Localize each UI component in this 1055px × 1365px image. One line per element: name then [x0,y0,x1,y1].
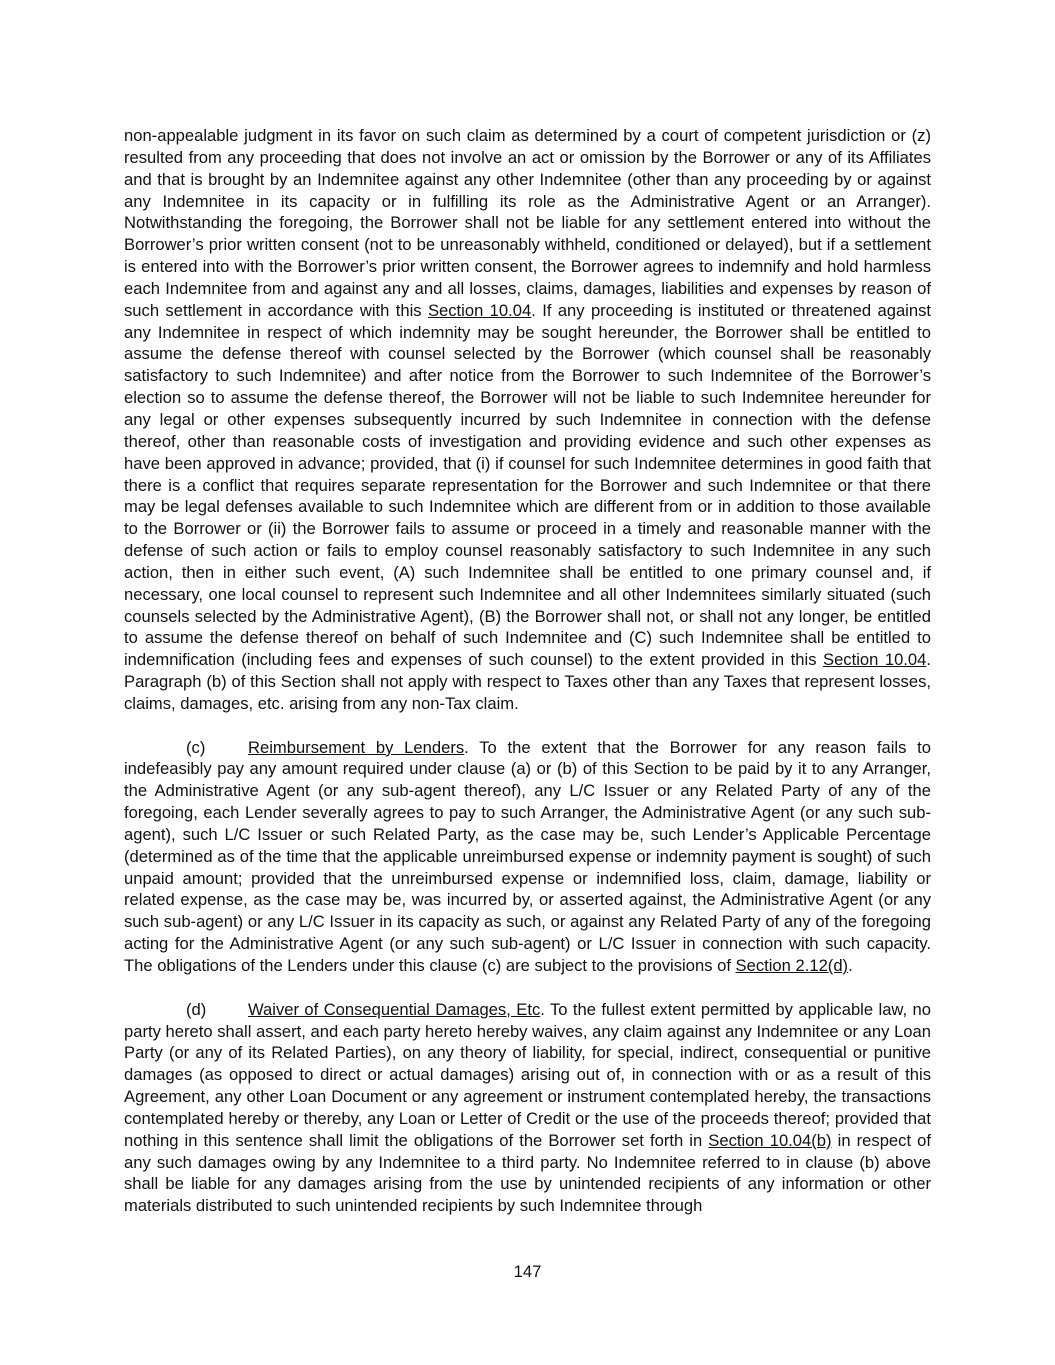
section-reference: Section 10.04 [427,300,532,320]
paragraph-text: . [848,956,853,976]
section-reference: Section 10.04(b) [708,1130,832,1150]
paragraph-text: in respect of any such damages owing by any Indemnitee to a third party. No Indemnitee referred to in clause (b) above shall be liable for any damages arising from the use by unintended recipients of any information or other materials distributed to such unintended recipients by such Indemnitee through [124,1130,931,1216]
paragraph-text: . Paragraph (b) of this Section shall not apply with respect to Taxes other than any Taxes that represent losses, claims, damages, etc. arising from any non-Tax claim. [124,650,932,713]
clause-heading: Reimbursement by Lenders [248,737,465,757]
paragraph-b-continuation [124,125,931,715]
clause-marker: (c) [186,737,206,757]
paragraph-c [124,737,931,977]
clause-marker: (d) [186,999,207,1019]
paragraph-text: non-appealable judgment in its favor on such claim as determined by a court of competent jurisdiction or (z) resulted from any proceeding that does not involve an act or omission by the Borrower or any of its Affiliates and that is brought by an Indemnitee against any other Indemnitee (other than any proceeding by or against any Indemnitee in its capacity or in fulfilling its role as the Administrative Agent or an Arranger). Notwithstanding the foregoing, the Borrower shall not be liable for any settlement entered into without the Borrower’s prior written consent (not to be unreasonably withheld, conditioned or delayed), but if a settlement is entered into with the Borrower’s prior written consent, the Borrower agrees to indemnify and hold harmless each Indemnitee from and against any and all losses, claims, damages, liabilities and expenses by reason of such settlement in accordance with this [124,126,931,320]
clause-heading: Waiver of Consequential Damages, Etc [248,999,541,1019]
section-reference: Section 10.04 [823,650,927,670]
paragraph-text: . If any proceeding is instituted or threatened against any Indemnitee in respect of which indemnity may be sought hereunder, the Borrower shall be entitled to assume the defense thereof with counsel selected by the Borrower (which counsel shall be reasonably satisfactory to such Indemnitee) and after notice from the Borrower to such Indemnitee of the Borrower’s election so to assume the defense thereof, the Borrower will not be liable to such Indemnitee hereunder for any legal or other expenses subsequently incurred by such Indemnitee in connection with the defense thereof, other than reasonable costs of investigation and providing evidence and such other expenses as have been approved in advance; provided, that (i) if counsel for such Indemnitee determines in good faith that there is a conflict that requires separate representation for the Borrower and such Indemnitee or that there may be legal defenses available to such Indemnitee which are different from or in addition to those available to the Borrower or (ii) the Borrower fails to assume or proceed in a timely and reasonable manner with the defense of such action or fails to employ counsel reasonably satisfactory to such Indemnitee in any such action, then in either such event, (A) such Indemnitee shall be entitled to one primary counsel and, if necessary, one local counsel to represent such Indemnitee and all other Indemnitees similarly situated (such counsels selected by the Administrative Agent), (B) the Borrower shall not, or shall not any longer, be entitled to assume the defense thereof on behalf of such Indemnitee and (C) such Indemnitee shall be entitled to indemnification (including fees and expenses of such counsel) to the extent provided in this [124,300,931,670]
page-body [124,125,931,1217]
paragraph-d [124,999,931,1217]
section-reference: Section 2.12(d) [735,956,849,976]
paragraph-text: . To the fullest extent permitted by applicable law, no party hereto shall assert, and each party hereto hereby waives, any claim against any Indemnitee or any Loan Party (or any of its Related Parties), on any theory of liability, for special, indirect, consequential or punitive damages (as opposed to direct or actual damages) arising out of, in connection with or as a result of this Agreement, any other Loan Document or any agreement or instrument contemplated hereby, the transactions contemplated hereby or thereby, any Loan or Letter of Credit or the use of the proceeds thereof; provided that nothing in this sentence shall limit the obligations of the Borrower set forth in [124,999,931,1150]
page-number: 147 [513,1262,542,1281]
paragraph-text: . To the extent that the Borrower for any reason fails to indefeasibly pay any amount required under clause (a) or (b) of this Section to be paid by it to any Arranger, the Administrative Agent (or any sub-agent thereof), any L/C Issuer or any Related Party of any of the foregoing, each Lender severally agrees to pay to such Arranger, the Administrative Agent (or any such sub-agent), such L/C Issuer or such Related Party, as the case may be, such Lender’s Applicable Percentage (determined as of the time that the applicable unreimbursed expense or indemnity payment is sought) of such unpaid amount; provided that the unreimbursed expense or indemnified loss, claim, damage, liability or related expense, as the case may be, was incurred by, or asserted against, the Administrative Agent (or any such sub-agent) or any L/C Issuer in its capacity as such, or against any Related Party of any of the foregoing acting for the Administrative Agent (or any such sub-agent) or L/C Issuer in connection with such capacity. The obligations of the Lenders under this clause (c) are subject to the provisions of [124,737,931,976]
